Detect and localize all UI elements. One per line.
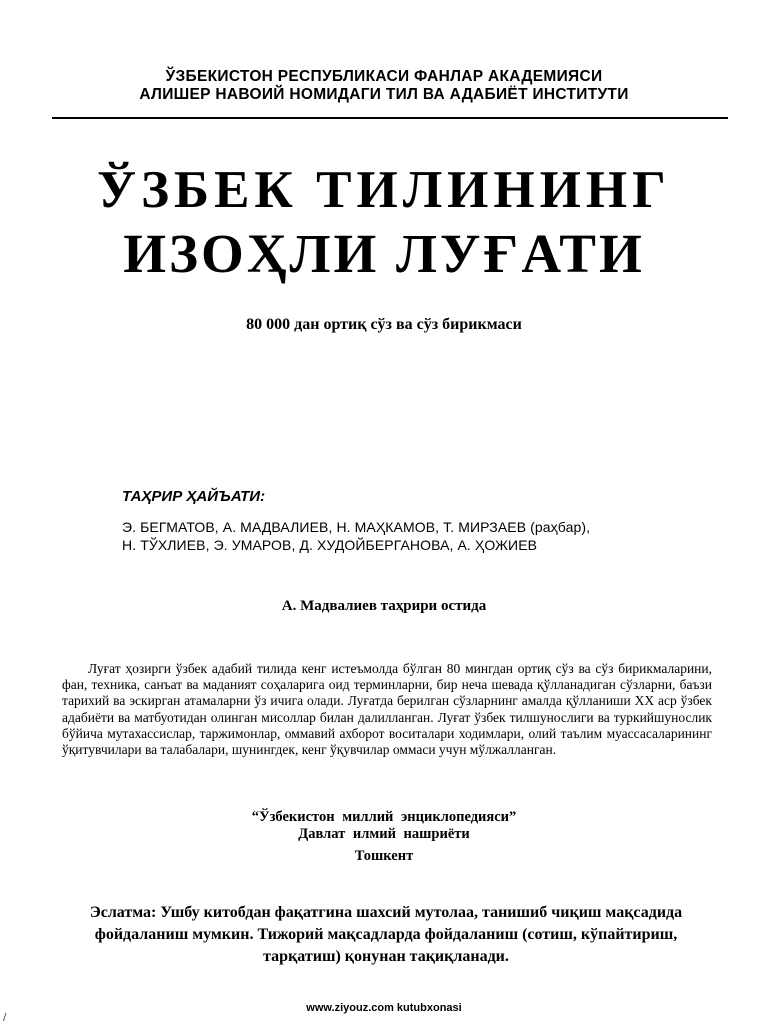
publisher-city: Тошкент — [354, 848, 414, 864]
edited-by: А. Мадвалиев таҳрири остида — [281, 598, 487, 614]
scan-corner-mark: / — [3, 1012, 7, 1023]
book-title-line-1: ЎЗБЕК ТИЛИНИНГ — [97, 161, 671, 219]
editorial-board-names-line-1: Э. БЕГМАТОВ, А. МАДВАЛИЕВ, Н. МАҲКАМОВ, Т. МИРЗАЕВ (раҳбар), — [122, 519, 591, 535]
description-paragraph: Луғат ҳозирги ўзбек адабий тилида кенг истеъмолда бўлган 80 мингдан ортиқ сўз ва сўз бирикмаларини, фан, техника, санъат ва маданият соҳаларига оид терминларни, бир неча шевада қўлланадиган сўзларни, баъзи тарихий ва эскирган атамаларни ўз ичига олади. Луғатда берилган сўзларнинг амалда қўлланиши XX аср ўзбек адабиёти ва матбуотидан олинган мисоллар билан далилланган. Луғат ўзбек тилшунослиги ва туркийшунослик бўйича мутахассислар, таржимонлар, оммавий ахборот воситалари ходимлари, олий таълим муассасаларининг ўқитувчилари ва талабалари, шунингдек, кенг ўқувчилар оммаси учун мўлжалланган. — [62, 661, 712, 758]
footer-url[interactable]: www.ziyouz.com kutubxonasi — [306, 1002, 462, 1014]
usage-note: Эслатма: Ушбу китобдан фақатгина шахсий мутолаа, танишиб чиқиш мақсадида фойдаланиш мумкин. Тижорий мақсадларда фойдаланиш (сотиш, кўпайтириш, тарқатиш) қонунан тақиқланади. — [89, 904, 683, 965]
book-title-line-2: ИЗОҲЛИ ЛУҒАТИ — [123, 223, 645, 284]
institution-line-2: АЛИШЕР НАВОИЙ НОМИДАГИ ТИЛ ВА АДАБИЁТ ИНСТИТУТИ — [139, 86, 629, 103]
editorial-board-names-line-2: Н. ТЎХЛИЕВ, Э. УМАРОВ, Д. ХУДОЙБЕРГАНОВА, А. ҲОЖИЕВ — [122, 537, 538, 553]
institution-line-1: ЎЗБЕКИСТОН РЕСПУБЛИКАСИ ФАНЛАР АКАДЕМИЯСИ — [165, 68, 603, 85]
book-subtitle: 80 000 дан ортиқ сўз ва сўз бирикмаси — [246, 316, 522, 333]
editorial-board-label: ТАҲРИР ҲАЙЪАТИ: — [122, 488, 266, 505]
publisher-name: “Ўзбекистон миллий энциклопедияси” — [251, 809, 517, 825]
header-divider — [52, 117, 728, 119]
publisher-type: Давлат илмий нашриёти — [298, 826, 470, 842]
